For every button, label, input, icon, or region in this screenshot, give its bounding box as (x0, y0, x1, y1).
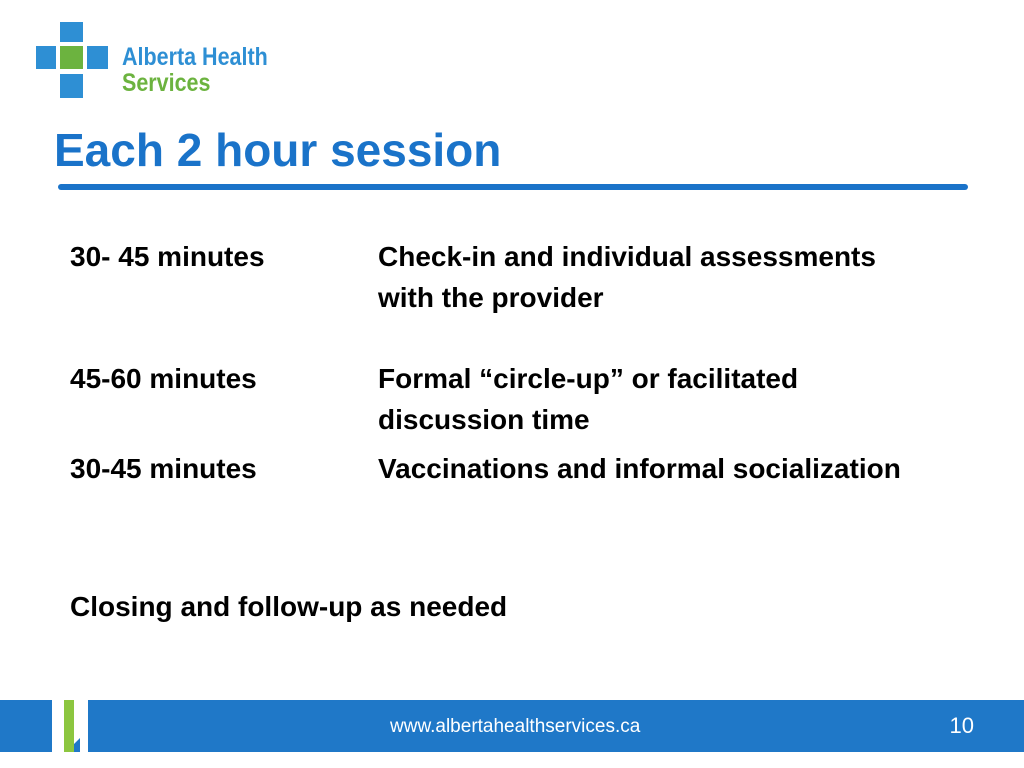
footer-bar (0, 700, 1024, 752)
agenda-row (70, 358, 970, 440)
agenda-row (70, 236, 970, 318)
ahs-cross-logo-icon (36, 22, 108, 98)
logo-wordmark (122, 44, 268, 96)
agenda-description: Vaccinations and informal socialization (378, 453, 901, 484)
agenda-duration: 30- 45 minutes (70, 241, 265, 272)
agenda-duration: 45-60 minutes (70, 363, 257, 394)
title-underline (58, 184, 968, 190)
footer-url: www.albertahealthservices.ca (390, 716, 641, 737)
logo-line-1: Alberta Health (122, 43, 268, 71)
agenda-list (70, 236, 970, 489)
slide-title: Each 2 hour session (54, 124, 502, 176)
agenda-duration: 30-45 minutes (70, 453, 257, 484)
ahs-logo (36, 22, 296, 102)
logo-line-2: Services (122, 69, 211, 97)
agenda-description: Formal “circle-up” or facilitated discussion time (378, 363, 799, 435)
agenda-row (70, 448, 970, 489)
page-number: 10 (949, 713, 974, 738)
agenda-description: Check-in and individual assessments with the provider (378, 241, 876, 313)
ahs-footer-mark-icon (52, 700, 92, 752)
closing-text: Closing and follow-up as needed (70, 591, 508, 622)
